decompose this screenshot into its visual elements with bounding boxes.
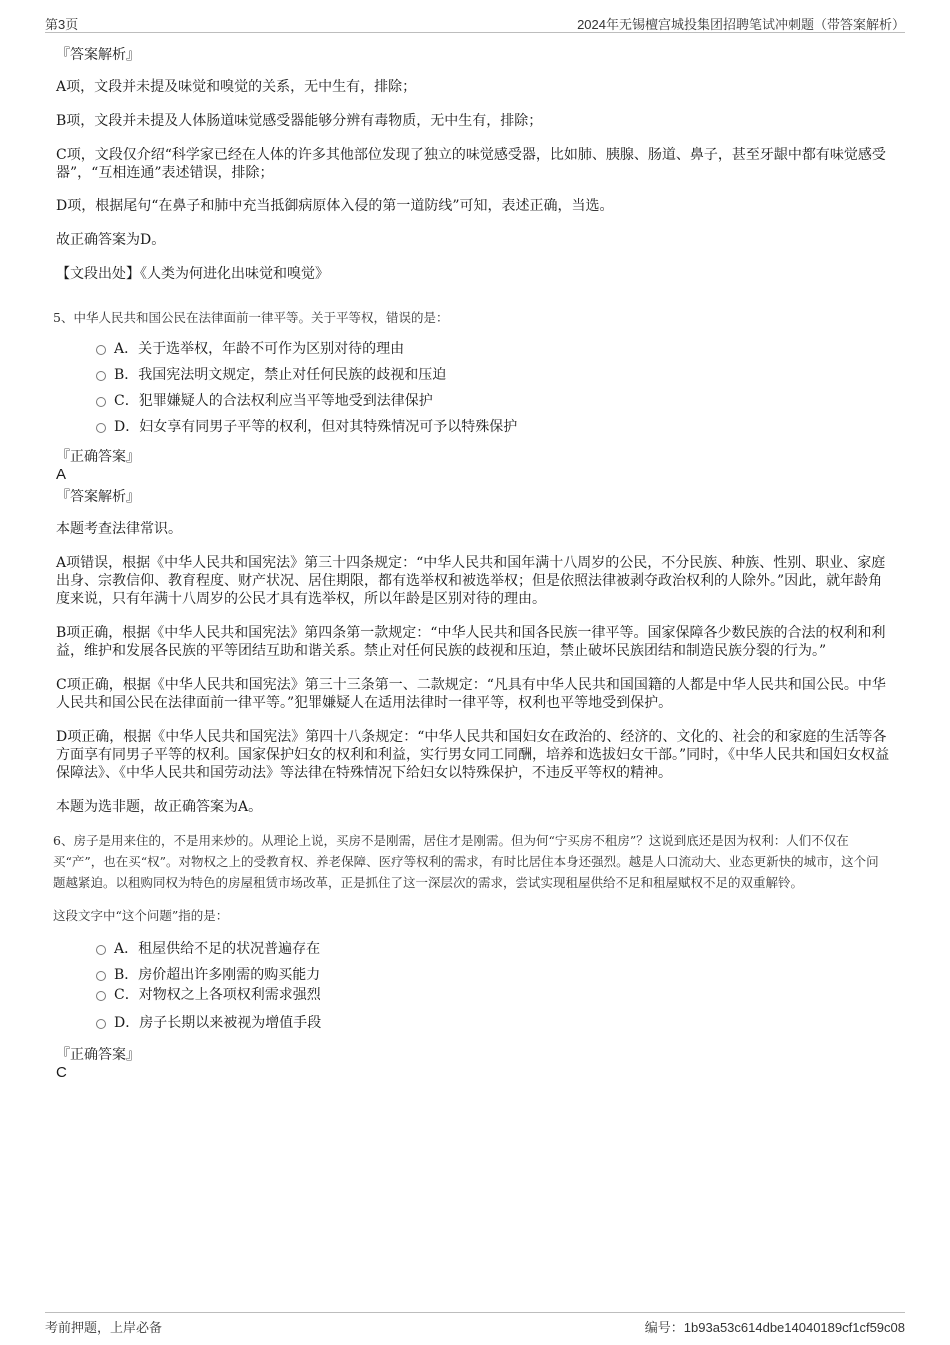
- option-c[interactable]: C．犯罪嫌疑人的合法权利应当平等地受到法律保护: [96, 392, 890, 410]
- document-title: 2024年无锡檀宫城投集团招聘笔试冲刺题（带答案解析）: [577, 17, 905, 32]
- analysis-d: D项正确，根据《中华人民共和国宪法》第四十八条规定：“中华人民共和国妇女在政治的、经济的、文化的、社会的和家庭的生活等各方面享有同男子平等的权利。国家保护妇女的权利和利益，实行男女同工同酬，培养和选拔妇女干部。”同时，《中华人民共和国妇女权益保障法》、《中华人民共和国劳动法》等法律在特殊情况下给妇女以特殊保护，不违反平等权的精神。: [56, 729, 890, 781]
- question-5-options: [96, 340, 890, 436]
- option-c[interactable]: C．对物权之上各项权利需求强烈: [96, 986, 890, 1004]
- radio-icon[interactable]: [96, 423, 106, 433]
- option-b[interactable]: B．房价超出许多刚需的购买能力: [96, 966, 890, 984]
- analysis-label: 『答案解析』: [56, 489, 140, 505]
- answer-label: 『正确答案』: [56, 449, 140, 465]
- radio-icon[interactable]: [96, 397, 106, 407]
- option-d[interactable]: D．房子长期以来被视为增值手段: [96, 1014, 890, 1032]
- analysis-c: C项，文段仅介绍“科学家已经在人体的许多其他部位发现了独立的味觉感受器，比如肺、胰腺、肠道、鼻子，甚至牙龈中都有味觉感受器”，“互相连通”表述错误，排除；: [56, 147, 886, 181]
- document-body: [53, 38, 890, 1082]
- analysis-b: B项正确，根据《中华人民共和国宪法》第四条第一款规定：“中华人民共和国各民族一律平等。国家保障各少数民族的合法的权利和利益，维护和发展各民族的平等团结互助和谐关系。禁止对任何民族的歧视和压迫，禁止破坏民族团结和制造民族分裂的行为。”: [56, 625, 886, 659]
- footer-slogan: 考前押题，上岸必备: [45, 1320, 163, 1335]
- analysis-b: B项，文段并未提及人体肠道味觉感受器能够分辨有毒物质，无中生有，排除；: [56, 113, 543, 129]
- page-footer: [45, 1312, 905, 1335]
- page-header: [45, 10, 905, 33]
- conclusion: 本题为选非题，故正确答案为A。: [56, 799, 263, 815]
- analysis-a: A项，文段并未提及味觉和嗅觉的关系，无中生有，排除；: [56, 79, 417, 95]
- question-6-options: [96, 940, 890, 1032]
- correct-answer: A: [56, 466, 67, 483]
- correct-answer: C: [56, 1064, 67, 1081]
- question-6-passage: 6、房子是用来住的，不是用来炒的。从理论上说，买房不是刚需，居住才是刚需。但为何“宁买房不租房”？这说到底还是因为权利：人们不仅在买“产”，也在买“权”。对物权之上的受教育权、养老保障、医疗等权利的需求，有时比居住本身还强烈。越是人口流动大、业态更新快的城市，这个问题越紧迫。以租购同权为特色的房屋租赁市场改革，正是抓住了这一深层次的需求，尝试实现租屋供给不足和租屋赋权不足的双重解铃。: [53, 833, 879, 890]
- option-a[interactable]: A．关于选举权，年龄不可作为区别对待的理由: [96, 340, 890, 358]
- radio-icon[interactable]: [96, 991, 106, 1001]
- option-a[interactable]: A．租屋供给不足的状况普遍存在: [96, 940, 890, 958]
- analysis-d: D项，根据尾句“在鼻子和肺中充当抵御病原体入侵的第一道防线”可知，表述正确，当选。: [56, 198, 614, 214]
- radio-icon[interactable]: [96, 1019, 106, 1029]
- analysis-a: A项错误，根据《中华人民共和国宪法》第三十四条规定：“中华人民共和国年满十八周岁的公民，不分民族、种族、性别、职业、家庭出身、宗教信仰、教育程度、财产状况、居住期限，都有选举权和被选举权；但是依照法律被剥夺政治权利的人除外。”因此，就年龄角度来说，只有年满十八周岁的公民才具有选举权，所以年龄是区别对待的理由。: [56, 555, 886, 607]
- option-d[interactable]: D．妇女享有同男子平等的权利，但对其特殊情况可予以特殊保护: [96, 418, 890, 436]
- analysis-label: 『答案解析』: [56, 47, 140, 63]
- page-number: 第3页: [45, 17, 79, 32]
- radio-icon[interactable]: [96, 971, 106, 981]
- question-6: 这段文字中“这个问题”指的是：: [53, 908, 229, 923]
- analysis-intro: 本题考查法律常识。: [56, 521, 182, 537]
- radio-icon[interactable]: [96, 345, 106, 355]
- radio-icon[interactable]: [96, 945, 106, 955]
- answer-label: 『正确答案』: [56, 1047, 140, 1063]
- document-code: 编号：1b93a53c614dbe14040189cf1cf59c08: [644, 1320, 905, 1335]
- option-b[interactable]: B．我国宪法明文规定，禁止对任何民族的歧视和压迫: [96, 366, 890, 384]
- source-note: 【文段出处】《人类为何进化出味觉和嗅觉》: [56, 266, 329, 282]
- conclusion: 故正确答案为D。: [56, 232, 166, 248]
- question-5: 5、中华人民共和国公民在法律面前一律平等。关于平等权，错误的是：: [53, 310, 449, 325]
- radio-icon[interactable]: [96, 371, 106, 381]
- analysis-c: C项正确，根据《中华人民共和国宪法》第三十三条第一、二款规定：“凡具有中华人民共和国国籍的人都是中华人民共和国公民。中华人民共和国公民在法律面前一律平等。”犯罪嫌疑人在适用法律时一律平等，权利也平等地受到保护。: [56, 677, 886, 711]
